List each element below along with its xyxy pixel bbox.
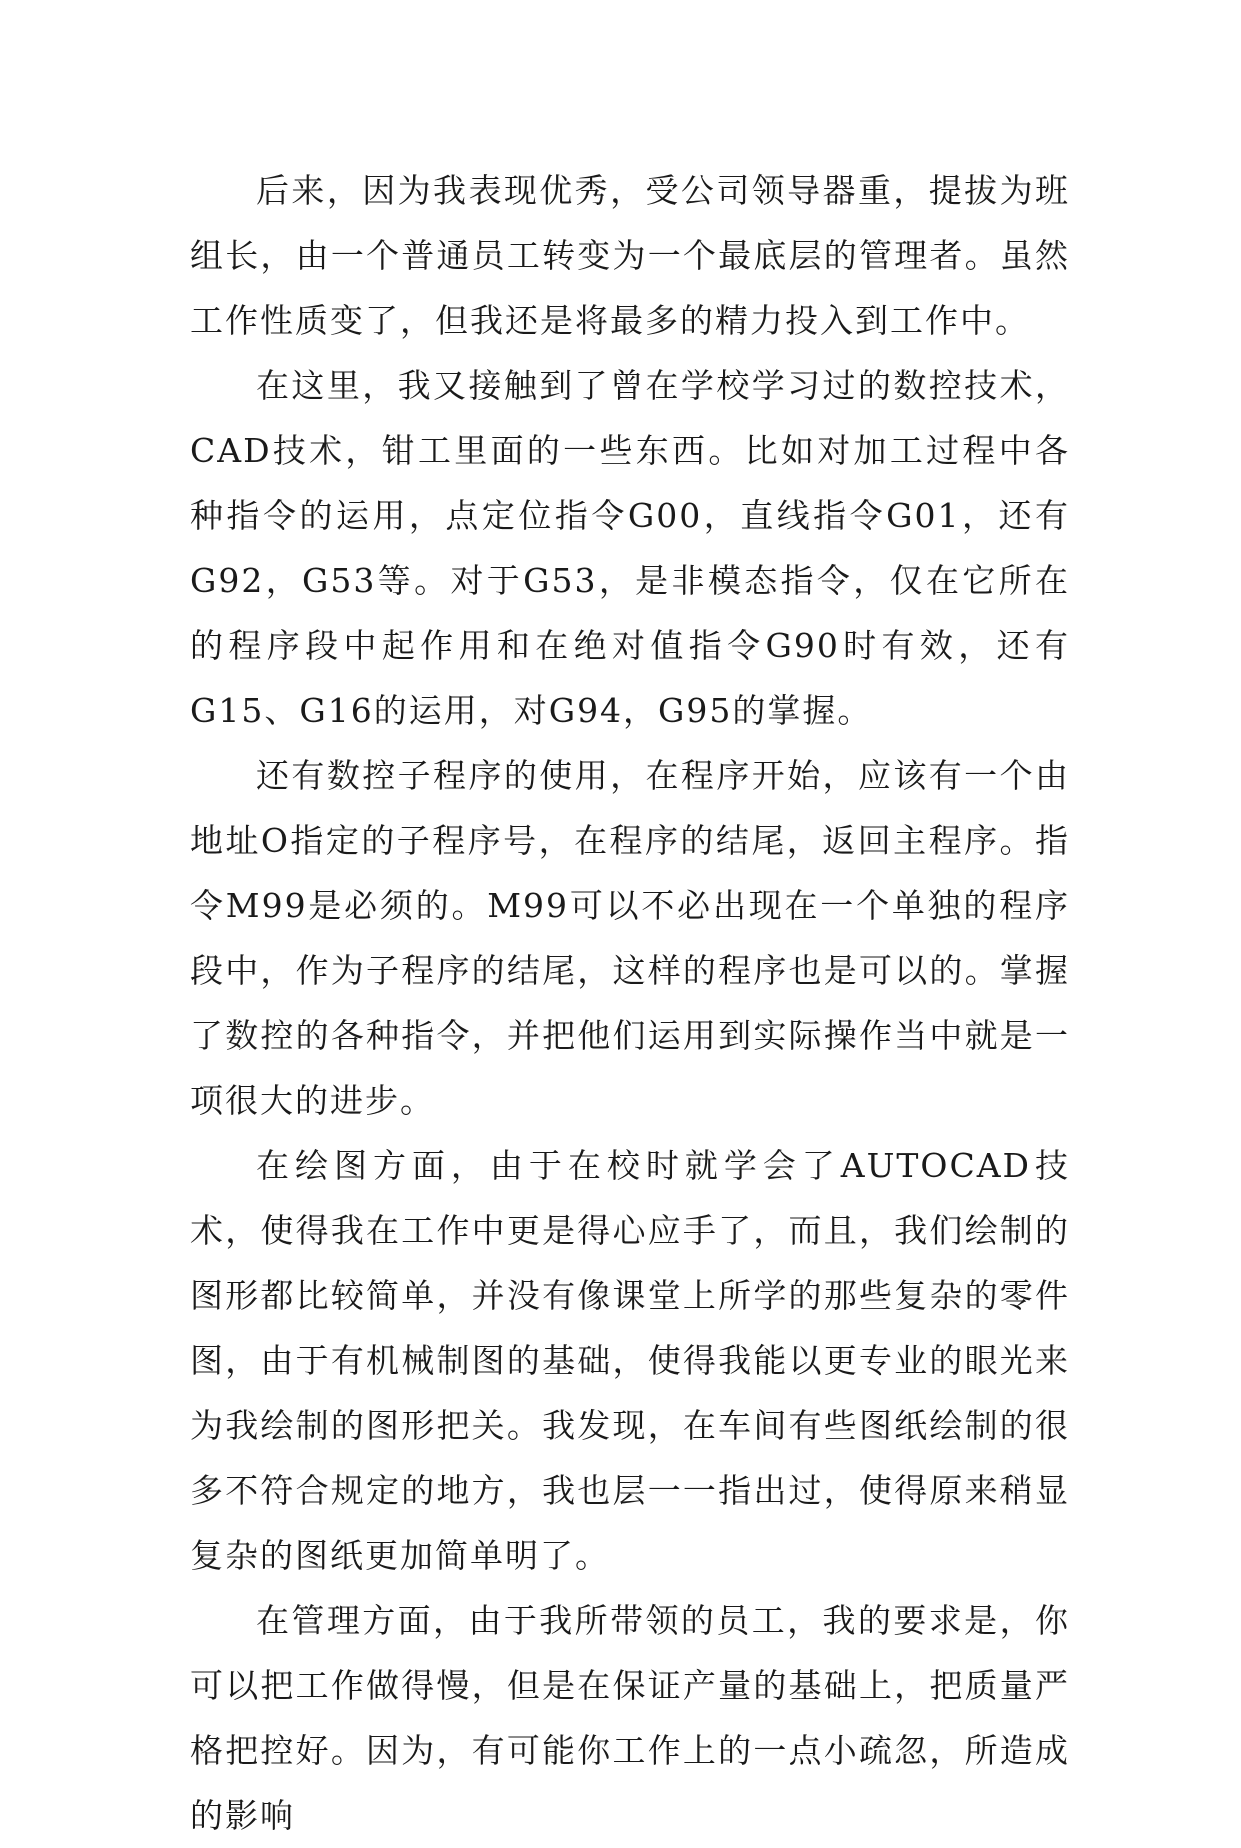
- paragraph-5: 在管理方面，由于我所带领的员工，我的要求是，你可以把工作做得慢，但是在保证产量的基础上，把质量严格把控好。因为，有可能你工作上的一点小疏忽，所造成的影响: [190, 1601, 1070, 1835]
- document-body: [190, 158, 1070, 1848]
- paragraph-4: 在绘图方面，由于在校时就学会了AUTOCAD技术，使得我在工作中更是得心应手了，而且，我们绘制的图形都比较简单，并没有像课堂上所学的那些复杂的零件图，由于有机械制图的基础，使得我能以更专业的眼光来为我绘制的图形把关。我发现，在车间有些图纸绘制的很多不符合规定的地方，我也层一一指出过，使得原来稍显复杂的图纸更加简单明了。: [190, 1146, 1070, 1575]
- paragraph-1: 后来，因为我表现优秀，受公司领导器重，提拔为班组长，由一个普通员工转变为一个最底层的管理者。虽然工作性质变了，但我还是将最多的精力投入到工作中。: [190, 171, 1070, 340]
- paragraph-3: 还有数控子程序的使用，在程序开始，应该有一个由地址O指定的子程序号，在程序的结尾，返回主程序。指令M99是必须的。M99可以不必出现在一个单独的程序段中，作为子程序的结尾，这样的程序也是可以的。掌握了数控的各种指令，并把他们运用到实际操作当中就是一项很大的进步。: [190, 756, 1070, 1120]
- paragraph-2: 在这里，我又接触到了曾在学校学习过的数控技术，CAD技术，钳工里面的一些东西。比如对加工过程中各种指令的运用，点定位指令G00，直线指令G01，还有G92，G53等。对于G53，是非模态指令，仅在它所在的程序段中起作用和在绝对值指令G90时有效，还有G15、G16的运用，对G94，G95的掌握。: [190, 366, 1070, 730]
